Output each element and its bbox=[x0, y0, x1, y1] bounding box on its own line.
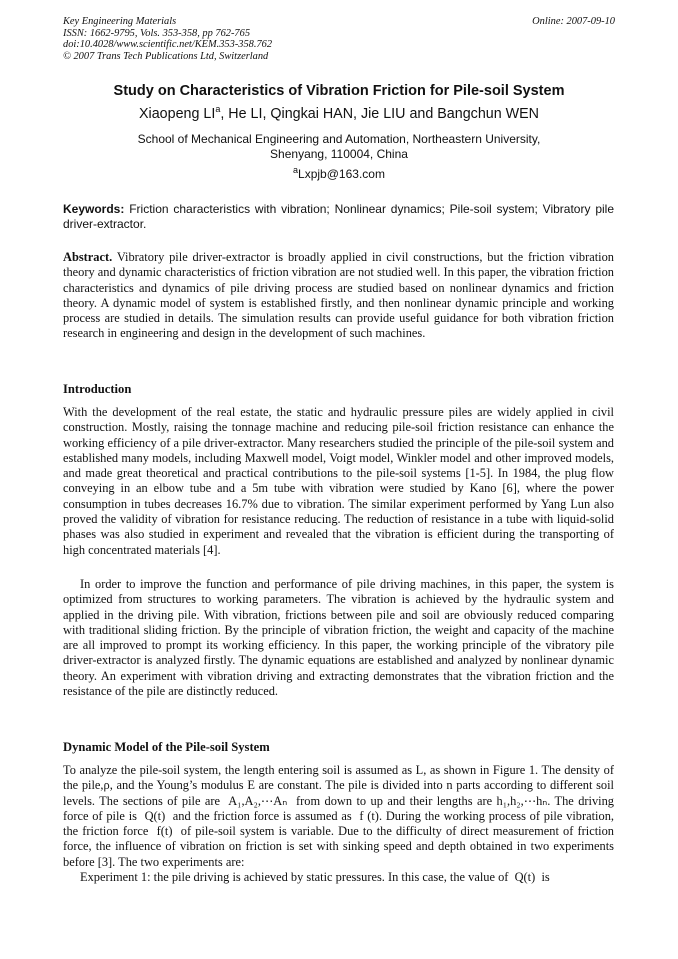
dyn-text-c: . The driving force of pile is bbox=[63, 793, 614, 823]
introduction-heading: Introduction bbox=[63, 382, 132, 396]
affiliation-line-2: Shenyang, 110004, China bbox=[270, 147, 408, 161]
affiliation-line-1: School of Mechanical Engineering and Automation, Northeastern University, bbox=[137, 132, 541, 146]
keywords bbox=[63, 202, 614, 232]
keywords-text: Friction characteristics with vibration; Nonlinear dynamics; Pile-soil system; Vibratory pile driver-extractor. bbox=[63, 202, 614, 231]
dyn-text-d: and the friction force is assumed as bbox=[172, 808, 352, 823]
abstract bbox=[63, 250, 614, 342]
dyn-text-e: . During the working process of pile vibration, the friction force bbox=[63, 808, 614, 839]
pile-lengths-symbol: h₁,h₂,⋯hₙ bbox=[496, 793, 548, 808]
exp1-text-b: is bbox=[541, 870, 550, 885]
other-authors: , He LI, Qingkai HAN, Jie LIU and Bangchun WEN bbox=[220, 106, 539, 122]
paper-title: Study on Characteristics of Vibration Friction for Pile-soil System bbox=[113, 83, 565, 99]
driving-force-symbol: Q(t) bbox=[144, 808, 166, 823]
copyright-line: © 2007 Trans Tech Publications Ltd, Switzerland bbox=[63, 50, 269, 62]
email-marker: a bbox=[293, 165, 299, 175]
intro-paragraph-1: With the development of the real estate, the static and hydraulic pressure piles are widely applied in civil construction. Mostly, raising the tonnage machine and reducing pile-soil friction resistance can enhance the working efficiency of a pile driver-extractor. Many researchers studied the principle of the pile-soil system and established many models, including Maxwell model, Voigt model, Winkler model and other improved models, and made great theoretical and practical contributions to the pile-soil systems [1-5]. In 1984, the plug flow conveying in an elbow tube and a 5m tube with vibration were studied by Kano [6], where the power consumption in tubes decreases 16.7% due to vibration. The similar experiment performed by Yang Lun also proved the validity of vibration for resistance reducing. The reduction of resistance in a tube with liquid-solid phases was also studied in experiment and revealed that the vibration is efficient during the transporting of high concentrated materials [4]. bbox=[63, 405, 614, 557]
dyn-text-g: of pile-soil system is variable. Due to the difficulty of direct measurement of friction force, the influence of vibration on friction is set with sinking speed and depth obtained in two experiments before [3]. The two experiments are: bbox=[63, 824, 614, 869]
online-date: Online: 2007-09-10 bbox=[532, 16, 615, 27]
journal-header bbox=[63, 16, 272, 62]
dynamic-model-heading: Dynamic Model of the Pile-soil System bbox=[63, 740, 270, 754]
dynamic-model-paragraph bbox=[63, 763, 614, 885]
abstract-text: Vibratory pile driver-extractor is broadly applied in civil constructions, but the friction vibration theory and dynamic characteristics of friction vibration are not studied well. In this paper, the vibration friction characteristics and dynamics of pile driving process are studied based on nonlinear dynamics and friction theory. A dynamic model of system is established firstly, and then nonlinear dynamic principle and working process are studied in details. The simulation results can provide useful guidance for both vibration friction research in engineering and design in the development of such machines. bbox=[63, 250, 615, 341]
author-affil-marker: a bbox=[215, 104, 221, 115]
issn-line: ISSN: 1662-9795, Vols. 353-358, pp 762-765 bbox=[63, 27, 251, 39]
exp1-force-symbol: Q(t) bbox=[514, 870, 536, 885]
keywords-label: Keywords: bbox=[63, 202, 125, 216]
friction-force-symbol-2: f(t) bbox=[156, 824, 173, 839]
author-email bbox=[40, 167, 638, 181]
intro-paragraph-2: In order to improve the function and performance of pile driving machines, in this paper, the system is optimized from structures to working parameters. The vibration is achieved by the hydraulic system and applied in the driving pile. With vibration, frictions between pile and soil are obviously reduced comparing with traditional sliding friction. By the principle of vibration friction, the weight and capacity of the machine are all improved to prompt its working efficiency. In this paper, the working principle of the vibratory pile driver-extractor is analyzed firstly. The dynamic equations are established and analyzed by nonlinear dynamic theory. An experiment with vibration driving and extracting demonstrates that the vibration friction and the resistance of the pile are distinctly reduced. bbox=[63, 577, 614, 699]
doi-line: doi:10.4028/www.scientific.net/KEM.353-358.762 bbox=[63, 39, 273, 51]
affiliation bbox=[60, 132, 618, 162]
friction-force-symbol: f (t) bbox=[359, 808, 379, 823]
dyn-text-b: from down to up and their lengths are bbox=[296, 793, 493, 808]
author-list bbox=[40, 106, 638, 122]
pile-sections-symbol: A₁,A₂,⋯Aₙ bbox=[228, 793, 288, 808]
email-address: Lxpjb@163.com bbox=[298, 167, 385, 181]
journal-name: Key Engineering Materials bbox=[63, 16, 177, 27]
dyn-text-a: To analyze the pile-soil system, the length entering soil is assumed as L, as shown in Figure 1. The density of the pile,ρ, and the Young’s modulus E are constant. The pile is divided into n parts according to different soil levels. The sections of pile are bbox=[63, 763, 614, 808]
first-author: Xiaopeng LI bbox=[139, 106, 216, 122]
abstract-label: Abstract. bbox=[63, 250, 113, 264]
exp1-text-a: Experiment 1: the pile driving is achieved by static pressures. In this case, the value of bbox=[80, 870, 509, 885]
